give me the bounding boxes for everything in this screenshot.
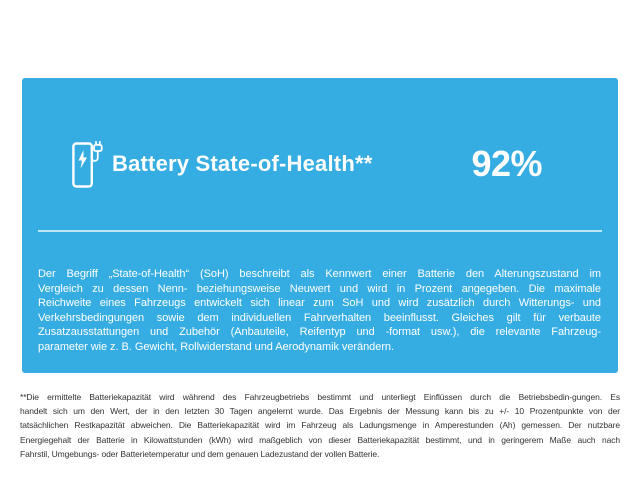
description-line: parameter wie z. B. Gewicht, Rollwiderstand und Aerodynamik verändern.	[38, 340, 395, 353]
footnote-line: Fahrstil, Umgebungs- oder Batterietemperatur und dem genauen Ladezustand der vollen Batterie.	[20, 448, 380, 459]
footnote	[20, 390, 620, 461]
description-line: Verkehrsbedingungen sowie dem individuellen Fahrverhalten beeinflusst. Gleiches gilt für verbaute	[38, 311, 601, 324]
battery-soh-card	[22, 78, 618, 373]
description-line: Vergleich zu dessen Nenn- beziehungsweise Neuwert und wird in Prozent angegeben. Die maximale	[38, 282, 601, 295]
description-line: Zusatzausstattungen und Zubehör (Anbauteile, Reifentyp und -format usw.), die relevante Fahrzeug-	[38, 326, 601, 338]
footnote-line: tatsächlichen Restkapazität abweichen. Die Batteriekapazität wird im Fahrzeug als Ladungsmenge in Amperestunden (Ah) gemessen. Der nutzbare	[20, 420, 620, 431]
footnote-line: Energiegehalt der Batterie in Kilowattstunden (kWh) wird maßgeblich von dieser Batteriekapazität bestimmt, und in geringerem Maße auch nach	[20, 434, 620, 445]
divider	[38, 230, 602, 232]
card-title: Battery State-of-Health**	[112, 151, 373, 176]
soh-description	[38, 267, 601, 354]
footnote-line: **Die ermittelte Batteriekapazität wird während des Fahrzeugbetriebs bestimmt und unterliegt Einflüssen durch die Betriebsbedin-gungen. Es	[20, 392, 620, 402]
soh-value: 92%	[471, 143, 542, 184]
charging-station-icon	[72, 141, 103, 188]
footnote-line: handelt sich um den Wert, der in den letzten 30 Tagen angelernt wurde. Das Ergebnis der Messung kann bis zu +/- 10 Prozentpunkte von der	[20, 406, 620, 417]
description-line: Reichweite eines Fahrzeugs entwickelt sich linear zum SoH und wird zusätzlich durch Witterungs- und	[38, 297, 601, 309]
description-line: Der Begriff „State-of-Health“ (SoH) beschreibt als Kennwert einer Batterie den Alterungszustand im	[38, 268, 601, 280]
card-header	[72, 136, 542, 192]
